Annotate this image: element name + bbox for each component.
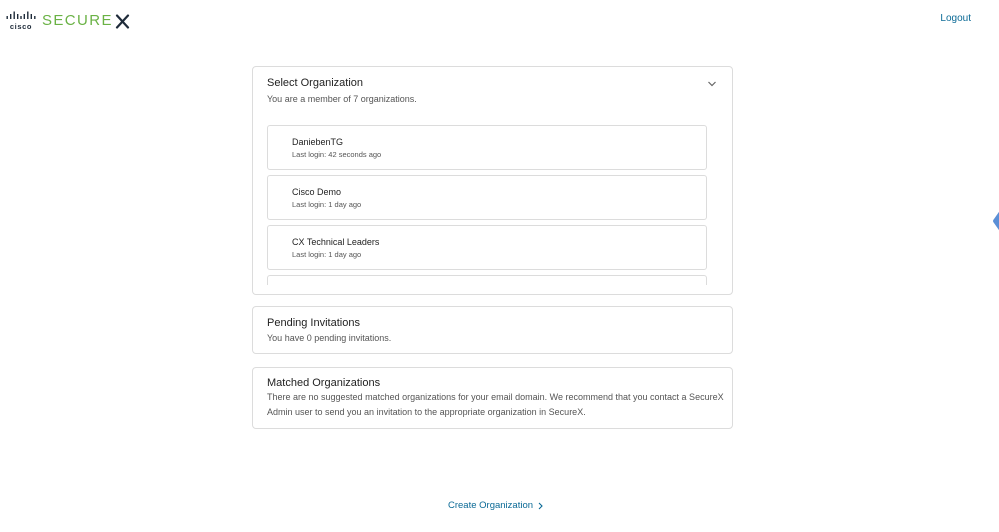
organization-name: Cisco Demo [292, 187, 342, 197]
matched-organizations-message: There are no suggested matched organizations for your email domain. We recommend that you contact a SecureX Admin user to send you an invitation to the appropriate organization in SecureX. [267, 392, 724, 417]
chevron-down-icon[interactable] [707, 80, 717, 88]
organization-last-login: Last login: 1 day ago [292, 200, 362, 209]
select-organization-subtitle: You are a member of 7 organizations. [267, 94, 417, 104]
secure-wordmark: SECURE [42, 12, 113, 29]
matched-organizations-title: Matched Organizations [267, 377, 381, 389]
create-organization-link[interactable] [448, 500, 543, 511]
organization-name: CX Technical Leaders [292, 237, 380, 247]
cisco-wordmark: cisco [9, 22, 33, 31]
organization-name: DaniebenTG [292, 137, 344, 147]
create-organization-label: Create Organization [448, 500, 534, 511]
logout-link[interactable]: Logout [940, 13, 971, 24]
securex-logo [6, 11, 130, 31]
pending-invitations-subtitle: You have 0 pending invitations. [267, 333, 392, 343]
pending-invitations-title: Pending Invitations [267, 317, 360, 329]
organization-list [267, 125, 721, 285]
organization-item[interactable] [267, 125, 707, 170]
pending-invitations-panel [252, 306, 733, 354]
matched-organizations-panel [252, 367, 733, 429]
side-panel-tab-icon[interactable] [991, 209, 999, 233]
organization-last-login: Last login: 1 day ago [292, 250, 362, 259]
cisco-bars-icon [6, 11, 36, 21]
chevron-right-icon [538, 502, 543, 510]
cisco-logo [6, 11, 36, 31]
organization-item[interactable] [267, 225, 707, 270]
organization-item[interactable] [267, 175, 707, 220]
organization-item-partial[interactable] [267, 275, 707, 285]
organization-last-login: Last login: 42 seconds ago [292, 150, 382, 159]
select-organization-panel [252, 66, 733, 295]
select-organization-title: Select Organization [267, 77, 363, 89]
securex-x-icon [115, 14, 130, 29]
